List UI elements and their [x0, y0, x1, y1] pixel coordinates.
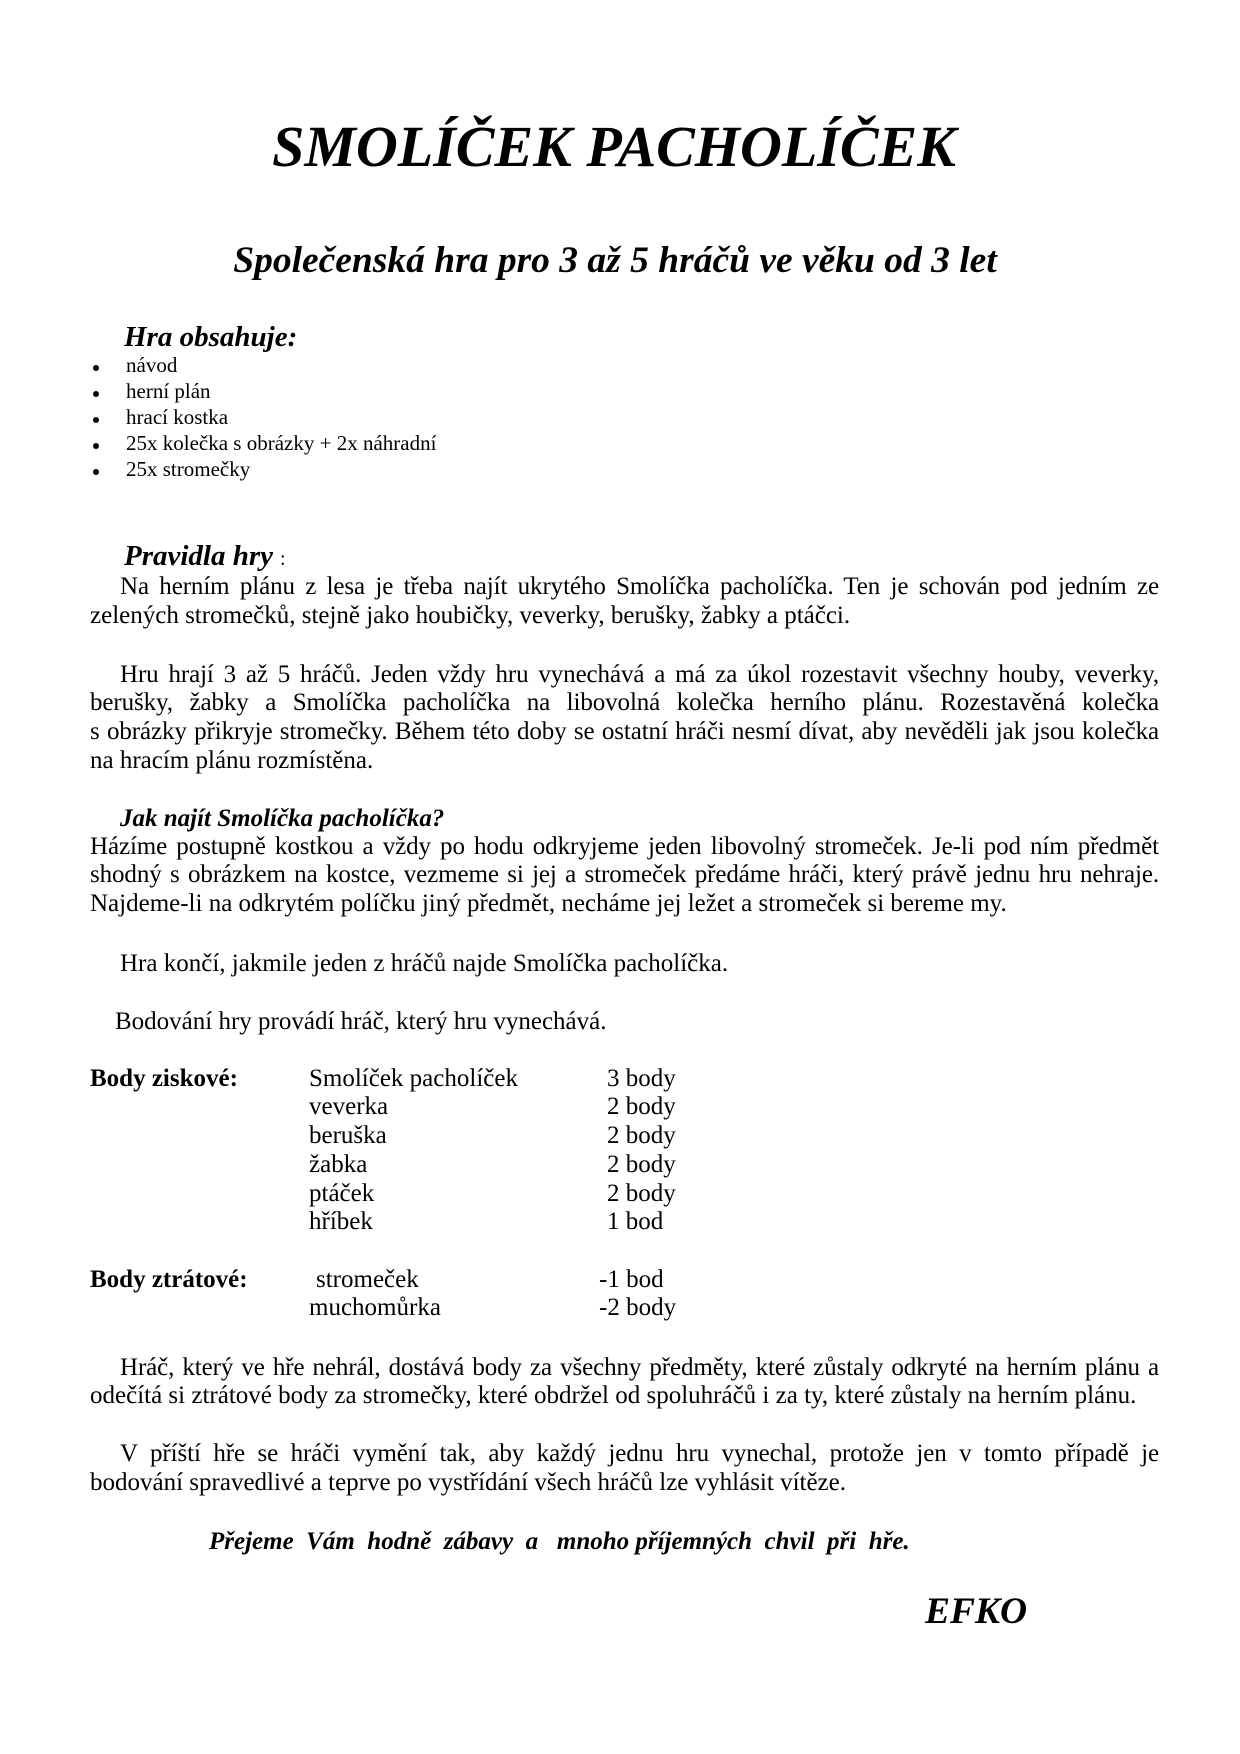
score-item: hříbek	[309, 1208, 373, 1236]
score-row	[0, 1294, 1240, 1323]
text-line: shodný s obrázkem na kostce, vezmeme si jej a stromeček předáme hráči, který právě jednu hru nehraje.	[90, 861, 1159, 889]
score-losses-label: Body ztrátové:	[90, 1265, 248, 1293]
score-points: 2 body	[607, 1179, 676, 1207]
contents-list	[93, 353, 436, 482]
score-item: Smolíček pacholíček	[309, 1064, 518, 1092]
game-end-paragraph: Hra končí, jakmile jeden z hráčů najde Smolíčka pacholíčka.	[120, 949, 729, 977]
text-line: Hru hrají 3 až 5 hráčů. Jeden vždy hru vynechává a má za úkol rozestavit všechny houby, veverky,	[120, 660, 1159, 688]
text-line: bodování spravedlivé a teprve po vystřídání všech hráčů lze vyhlásit vítěze.	[90, 1468, 846, 1496]
final-scoring-paragraph	[90, 1354, 1159, 1412]
score-row	[0, 1122, 1240, 1151]
signature: EFKO	[925, 1591, 1028, 1632]
list-item	[93, 379, 436, 405]
score-gains-label: Body ziskové:	[90, 1064, 238, 1092]
score-row	[0, 1208, 1240, 1237]
list-item-text: návod	[126, 353, 178, 377]
score-gains-table	[0, 1065, 1240, 1238]
score-points: -2 body	[599, 1294, 677, 1322]
score-row	[0, 1065, 1240, 1094]
rules-heading-text: Pravidla hry	[124, 540, 274, 572]
score-losses-table	[0, 1266, 1240, 1324]
how-to-find-heading: Jak najít Smolíčka pacholíčka?	[120, 804, 445, 832]
score-points: 1 bod	[607, 1208, 664, 1236]
bullet-icon	[93, 443, 99, 449]
text-line: zelených stromečků, stejně jako houbičky, veverky, berušky, žabky a ptáčci.	[90, 601, 851, 629]
bullet-icon	[93, 469, 99, 475]
bullet-icon	[93, 417, 99, 423]
bullet-icon	[93, 365, 99, 371]
score-row	[0, 1266, 1240, 1295]
text-line: odečítá si ztrátové body za stromečky, které obdržel od spoluhráčů i za ty, které zůstaly na herním plánu.	[90, 1382, 1137, 1410]
document-subtitle: Společenská hra pro 3 až 5 hráčů ve věku od 3 let	[233, 240, 997, 281]
text-line: V příští hře se hráči vymění tak, aby každý jednu hru vynechal, protože jen v tomto případě je	[120, 1440, 1159, 1467]
document-title: SMOLÍČEK PACHOLÍČEK	[272, 114, 956, 179]
score-points: 2 body	[607, 1150, 676, 1178]
list-item	[93, 405, 436, 431]
score-row	[0, 1093, 1240, 1122]
score-item: ptáček	[309, 1179, 375, 1207]
text-line: Najdeme-li na odkrytém políčku jiný předmět, necháme jej ležet a stromeček si bereme my.	[90, 890, 1007, 918]
closing-wish: Přejeme Vám hodně zábavy a mnoho příjemných chvil při hře.	[209, 1527, 910, 1555]
bullet-icon	[93, 391, 99, 397]
text-line: s obrázky přikryje stromečky. Během této doby se ostatní hráči nesmí dívat, aby nevěděli jak jsou kolečka	[90, 718, 1159, 746]
list-item	[93, 457, 436, 483]
text-line: Házíme postupně kostkou a vždy po hodu odkryjeme jeden libovolný stromeček. Je-li pod ním předmět	[90, 832, 1159, 860]
next-game-paragraph	[90, 1440, 1159, 1498]
list-item-text: hrací kostka	[126, 404, 229, 429]
how-to-find-paragraph	[90, 833, 1159, 919]
score-points: 2 body	[607, 1093, 676, 1121]
list-item	[93, 431, 436, 457]
list-item-text: 25x kolečka s obrázky + 2x náhradní	[126, 430, 437, 455]
score-item: beruška	[309, 1122, 387, 1150]
score-points: -1 bod	[599, 1265, 664, 1293]
text-line: Hráč, který ve hře nehrál, dostává body za všechny předměty, které zůstaly odkryté na herním plánu a	[120, 1353, 1159, 1381]
score-item: veverka	[309, 1093, 389, 1121]
list-item-text: herní plán	[126, 378, 211, 403]
rules-intro-paragraph	[90, 573, 1159, 631]
score-item: stromeček	[316, 1265, 419, 1293]
scoring-intro-paragraph: Bodování hry provádí hráč, který hru vynechává.	[115, 1008, 607, 1035]
score-points: 3 body	[607, 1064, 676, 1092]
rules-heading-colon: :	[280, 548, 286, 570]
gameplay-paragraph	[90, 661, 1159, 776]
score-row	[0, 1151, 1240, 1180]
text-line: berušky, žabky a Smolíčka pacholíčka na libovolná kolečka herního plánu. Rozestavěná kolečka	[90, 689, 1159, 717]
score-item: muchomůrka	[309, 1294, 441, 1322]
score-row	[0, 1180, 1240, 1209]
list-item	[93, 353, 436, 379]
contents-heading: Hra obsahuje:	[124, 321, 298, 353]
list-item-text: 25x stromečky	[126, 456, 251, 481]
text-line: Na herním plánu z lesa je třeba najít ukrytého Smolíčka pacholíčka. Ten je schován pod jedním ze	[120, 573, 1159, 600]
text-line: na hracím plánu rozmístěna.	[90, 746, 374, 774]
score-points: 2 body	[607, 1122, 676, 1150]
score-item: žabka	[309, 1150, 368, 1178]
